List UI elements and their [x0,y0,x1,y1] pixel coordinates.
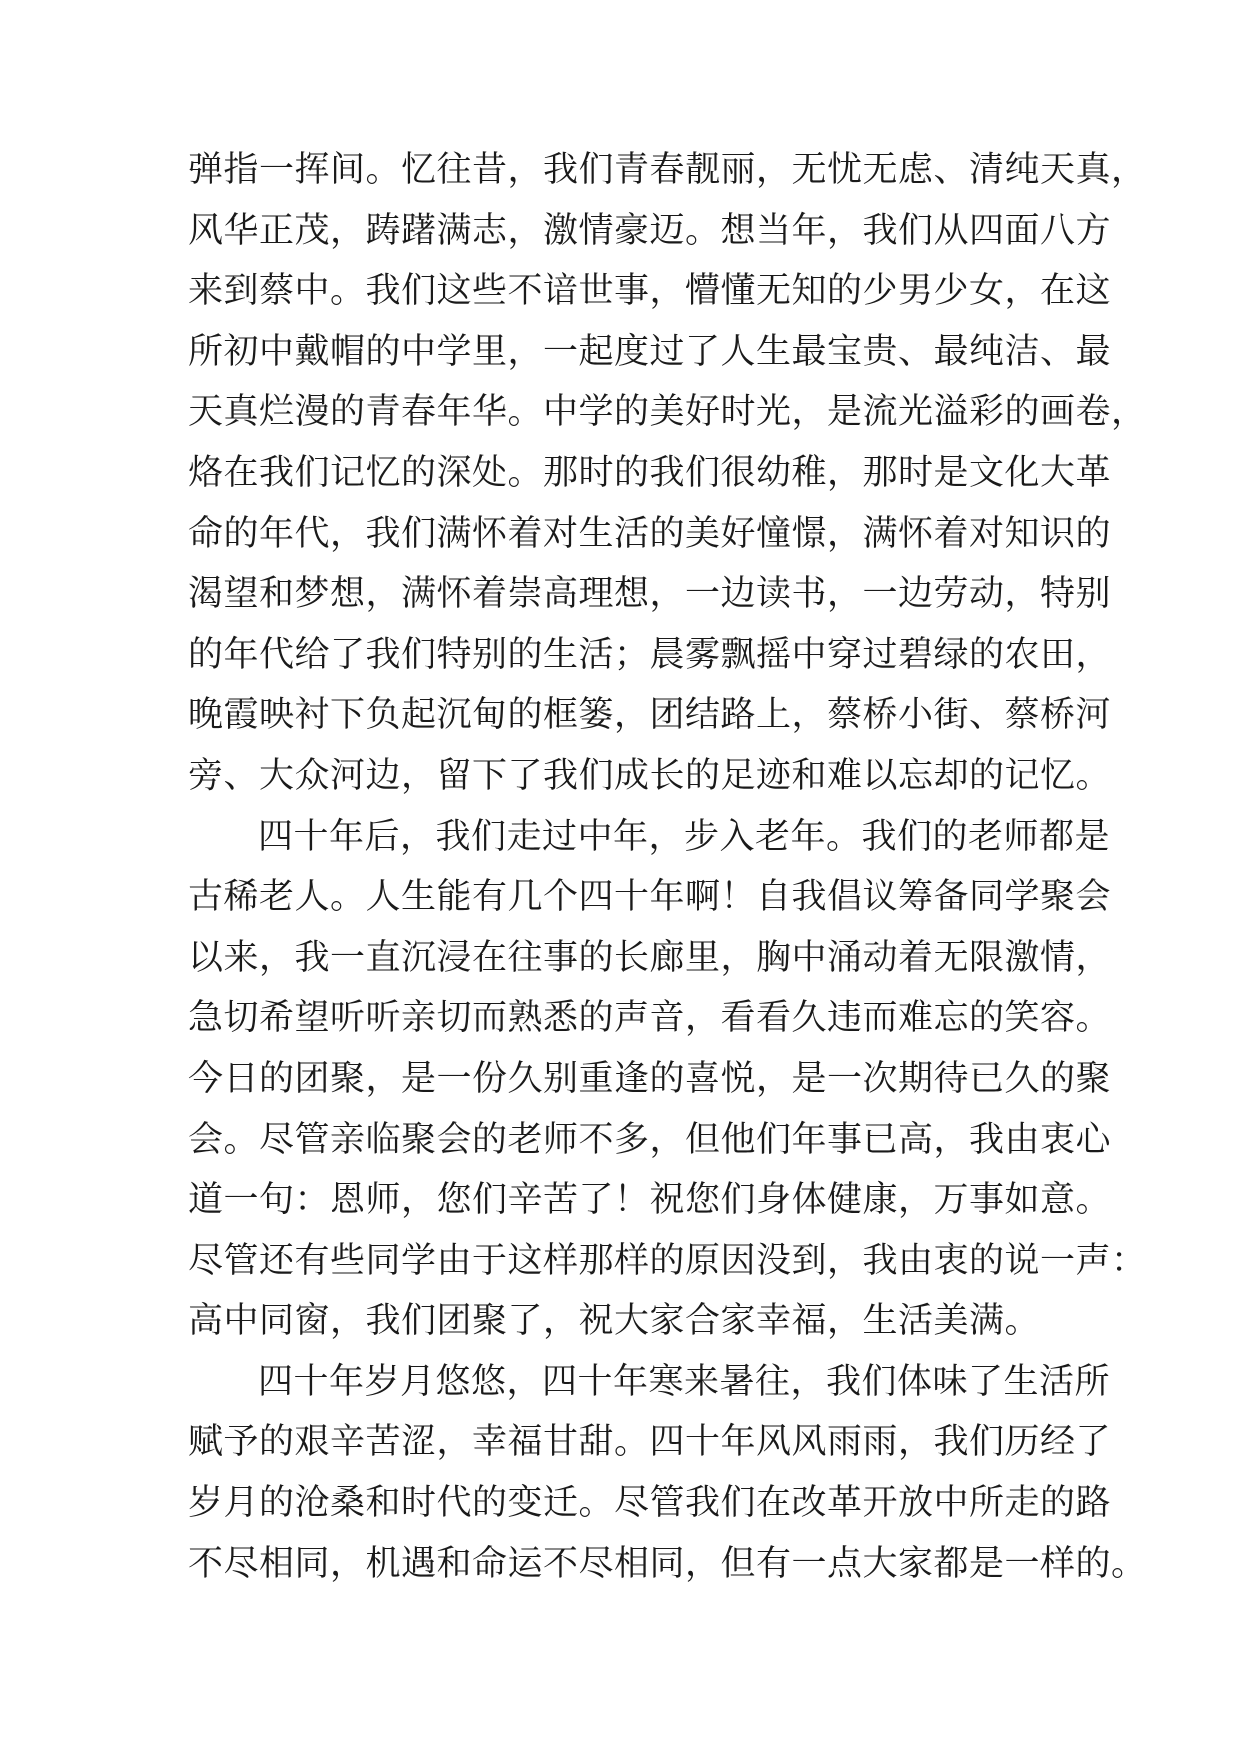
paragraph-last-line: 高中同窗，我们团聚了，祝大家合家幸福，生活美满。 [188,1301,1041,1342]
text-line: 旁、大众河边，留下了我们成长的足迹和难以忘却的记忆。 [188,755,1112,796]
text-line: 渴望和梦想，满怀着崇高理想，一边读书，一边劳动，特别 [188,574,1112,615]
text-line: 岁月的沧桑和时代的变迁。尽管我们在改革开放中所走的路 [188,1483,1112,1524]
paragraph-first-line: 四十年后，我们走过中年，步入老年。我们的老师都是 [258,816,1111,857]
text-line: 来到蔡中。我们这些不谙世事，懵懂无知的少男少女，在这 [188,271,1112,312]
text-line: 急切希望听听亲切而熟悉的声音，看看久违而难忘的笑容。 [188,998,1112,1039]
text-line: 弹指一挥间。忆往昔，我们青春靓丽，无忧无虑、清纯天真， [188,150,1147,190]
text-line: 会。尽管亲临聚会的老师不多，但他们年事已高，我由衷心 [188,1119,1112,1160]
text-line: 道一句：恩师，您们辛苦了！祝您们身体健康，万事如意。 [188,1180,1112,1221]
text-line: 晚霞映衬下负起沉甸的框篓，团结路上，蔡桥小街、蔡桥河 [188,695,1112,736]
text-line: 的年代给了我们特别的生活；晨雾飘摇中穿过碧绿的农田， [188,634,1112,675]
text-line: 天真烂漫的青春年华。中学的美好时光，是流光溢彩的画卷， [188,392,1147,433]
text-line: 烙在我们记忆的深处。那时的我们很幼稚，那时是文化大革 [188,452,1112,493]
text-line: 赋予的艰辛苦涩，幸福甘甜。四十年风风雨雨，我们历经了 [188,1422,1112,1463]
text-line: 以来，我一直沉浸在往事的长廊里，胸中涌动着无限激情， [188,937,1112,978]
body-text [188,140,1147,1594]
text-line: 今日的团聚，是一份久别重逢的喜悦，是一次期待已久的聚 [188,1058,1112,1099]
text-line: 命的年代，我们满怀着对生活的美好憧憬，满怀着对知识的 [188,513,1112,554]
text-line: 所初中戴帽的中学里，一起度过了人生最宝贵、最纯洁、最 [188,331,1112,372]
text-line: 不尽相同，机遇和命运不尽相同，但有一点大家都是一样的。 [188,1543,1147,1584]
text-line: 尽管还有些同学由于这样那样的原因没到，我由衷的说一声： [188,1240,1147,1281]
text-line: 古稀老人。人生能有几个四十年啊！自我倡议筹备同学聚会 [188,877,1112,918]
paragraph-first-line: 四十年岁月悠悠，四十年寒来暑往，我们体味了生活所 [258,1361,1111,1402]
text-line: 风华正茂，踌躇满志，激情豪迈。想当年，我们从四面八方 [188,210,1112,251]
